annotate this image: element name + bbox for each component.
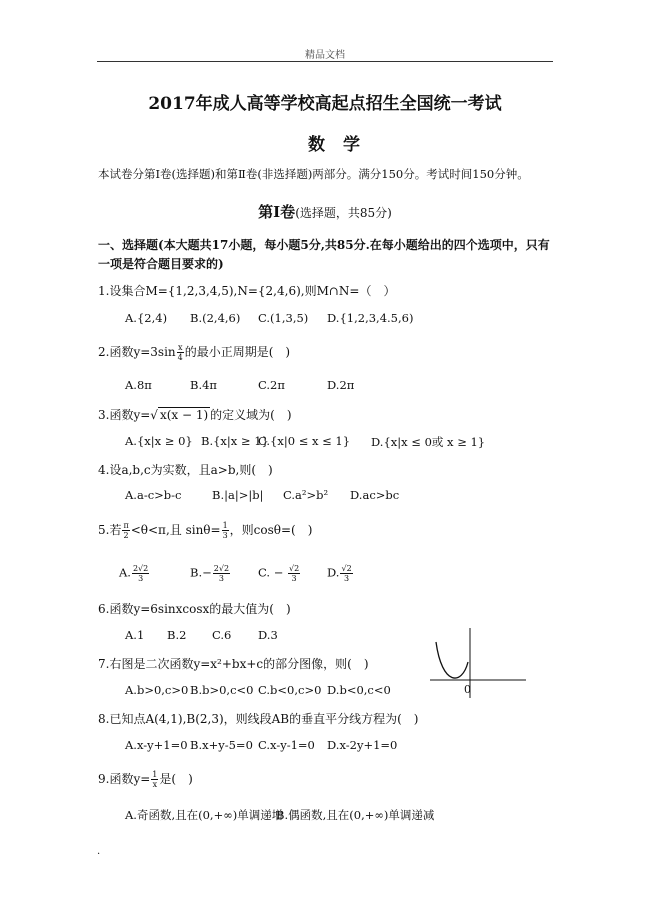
question-8-text: 8.已知点A(4,1),B(2,3)，则线段AB的垂直平分线方程为( ) — [98, 712, 419, 726]
question-8-option-b: B.x+y-5=0 — [190, 738, 253, 752]
question-7-option-b: B.b>0,c<0 — [190, 683, 254, 697]
fraction-denominator: 3 — [291, 574, 297, 583]
question-1-option-b: B.(2,4,6) — [190, 311, 241, 325]
question-3-option-a: A.{x|x ≥ 0} — [125, 434, 193, 448]
option-fraction — [213, 564, 230, 583]
question-2-option-d: D.2π — [327, 378, 355, 392]
fraction-denominator: 3 — [218, 574, 224, 583]
graph-curve — [436, 642, 468, 678]
fraction-numerator: 2√2 — [132, 564, 149, 573]
parabola-graph — [428, 628, 528, 700]
fraction-denominator: 3 — [344, 574, 350, 583]
fraction-numerator: 1 — [222, 521, 228, 530]
option-fraction — [288, 564, 300, 583]
exam-instructions: 本试卷分第Ⅰ卷(选择题)和第Ⅱ卷(非选择题)两部分。满分150分。考试时间150分钟。 — [98, 167, 529, 181]
question-5-part3: ，则cosθ=( ) — [229, 523, 313, 537]
question-2-option-b: B.4π — [190, 378, 217, 392]
subject-title: 数学 — [308, 135, 378, 155]
question-2-fraction — [177, 343, 184, 362]
option-sign: − — [202, 565, 212, 580]
fraction-denominator: 3 — [138, 574, 144, 583]
question-3-suffix: 的定义域为( ) — [210, 408, 292, 422]
exam-title: 2017年成人高等学校高起点招生全国统一考试 — [148, 94, 502, 114]
question-7-option-a: A.b>0,c>0 — [125, 683, 189, 697]
fraction-numerator: 2√2 — [213, 564, 230, 573]
question-5-part2: <θ<π,且 sinθ= — [130, 523, 221, 537]
question-3-option-d: D.{x|x ≤ 0或 x ≥ 1} — [371, 435, 486, 449]
question-5-option-b — [190, 564, 231, 583]
question-7-option-c: C.b<0,c>0 — [258, 683, 322, 697]
question-9-option-a: A.奇函数,且在(0,+∞)单调递增 — [125, 808, 284, 822]
fraction-denominator: 4 — [177, 353, 183, 362]
option-sign: − — [273, 565, 284, 580]
fraction-numerator: 1 — [152, 770, 158, 779]
question-3-option-c: C.{x|0 ≤ x ≤ 1} — [258, 434, 351, 448]
question-8-option-c: C.x-y-1=0 — [258, 738, 315, 752]
question-6-option-d: D.3 — [258, 628, 278, 642]
question-3-prefix: 3.函数y= — [98, 408, 151, 422]
question-1-option-c: C.(1,3,5) — [258, 311, 309, 325]
section-heading: 一、选择题(本大题共17小题，每小题5分,共85分.在每小题给出的四个选项中，只有一项是符合题目要求的) — [98, 238, 550, 271]
fraction-numerator: √2 — [289, 564, 300, 573]
option-label: C. — [258, 565, 271, 580]
question-8-option-a: A.x-y+1=0 — [125, 738, 188, 752]
option-fraction — [132, 564, 149, 583]
fraction-numerator: √2 — [341, 564, 352, 573]
part-title: 第Ⅰ卷 — [258, 203, 296, 221]
question-5-option-d — [327, 564, 354, 583]
question-1-option-d: D.{1,2,3,4.5,6) — [327, 311, 414, 325]
question-9-prefix: 9.函数y= — [98, 772, 151, 786]
option-label: A. — [119, 565, 131, 580]
question-5-option-c — [258, 564, 301, 583]
question-4-option-a: A.a-c>b-c — [125, 488, 182, 502]
footer-mark: . — [97, 846, 101, 857]
question-2-option-a: A.8π — [125, 378, 152, 392]
question-5-fraction-2 — [222, 521, 229, 540]
question-3-option-b: B.{x|x ≥ 1} — [201, 434, 269, 448]
question-6-option-b: B.2 — [167, 628, 187, 642]
question-2-text — [98, 343, 290, 362]
option-label: B. — [190, 565, 203, 580]
fraction-denominator: 2 — [123, 531, 129, 540]
question-4-option-b: B.|a|>|b| — [212, 488, 264, 502]
question-9-fraction — [151, 770, 158, 789]
question-1-option-a: A.{2,4) — [125, 311, 168, 325]
fraction-denominator: 3 — [222, 531, 228, 540]
question-9-text — [98, 770, 193, 789]
option-fraction — [340, 564, 352, 583]
graph-origin-label: 0 — [464, 683, 471, 696]
option-label: D. — [327, 565, 340, 580]
header-divider — [97, 61, 553, 62]
header-label: 精品文档 — [305, 50, 345, 61]
question-2-suffix: 的最小正周期是( ) — [184, 345, 291, 359]
question-7-text: 7.右图是二次函数y=x²+bx+c的部分图像，则( ) — [98, 657, 369, 671]
question-3-radicand: x(x − 1) — [159, 408, 209, 422]
question-5-part1: 5.若 — [98, 523, 122, 537]
fraction-numerator: π — [123, 521, 129, 530]
fraction-denominator: x — [152, 780, 158, 789]
question-2-prefix: 2.函数y=3sin — [98, 345, 176, 359]
question-8-option-d: D.x-2y+1=0 — [327, 738, 398, 752]
question-3-text: 3.函数y=√ x(x − 1) 的定义域为( ) — [98, 408, 292, 422]
question-4-option-d: D.ac>bc — [350, 488, 400, 502]
part-subtitle: (选择题，共85分) — [295, 206, 392, 220]
question-5-option-a — [119, 564, 150, 583]
question-2-option-c: C.2π — [258, 378, 285, 392]
question-9-option-b: B.偶函数,且在(0,+∞)单调递减 — [276, 808, 435, 822]
question-9-suffix: 是( ) — [159, 772, 193, 786]
question-4-text: 4.设a,b,c为实数，且a>b,则( ) — [98, 463, 273, 477]
question-6-option-c: C.6 — [212, 628, 232, 642]
part-heading — [0, 201, 650, 222]
question-6-text: 6.函数y=6sinxcosx的最大值为( ) — [98, 602, 291, 616]
question-5-text — [98, 521, 312, 540]
question-7-option-d: D.b<0,c<0 — [327, 683, 391, 697]
question-4-option-c: C.a²>b² — [283, 488, 329, 502]
question-6-option-a: A.1 — [125, 628, 145, 642]
fraction-numerator: x — [177, 343, 183, 352]
question-5-fraction-1 — [122, 521, 129, 540]
question-1-text: 1.设集合M={1,2,3,4,5),N={2,4,6),则M∩N=（ ） — [98, 284, 396, 298]
